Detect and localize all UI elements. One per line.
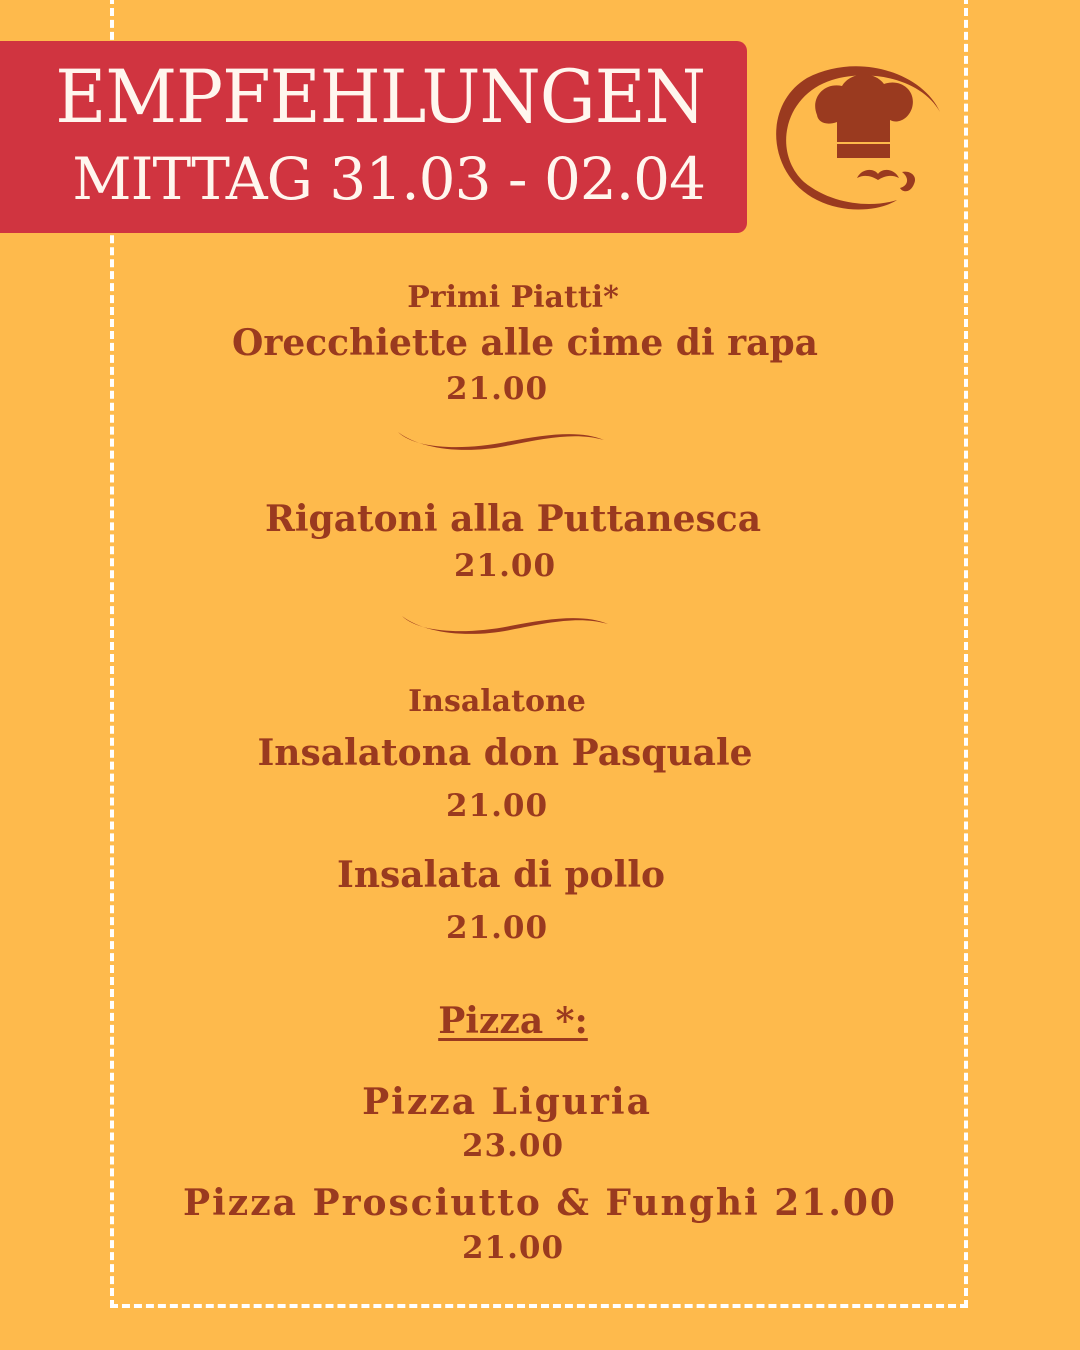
category-insalatone: Insalatone	[408, 684, 586, 719]
dish-name: Orecchiette alle cime di rapa	[232, 322, 818, 364]
dish-price: 21.00	[445, 371, 549, 407]
dish-name: Pizza Prosciutto & Funghi 21.00	[183, 1182, 897, 1224]
dish-price: 21.00	[453, 548, 557, 584]
decorative-divider	[400, 612, 610, 636]
menu-date-range: MITTAG 31.03 - 02.04	[72, 145, 705, 213]
dish-name: Pizza Liguria	[362, 1081, 652, 1123]
dish-price: 23.00	[461, 1128, 565, 1164]
dish-price: 21.00	[445, 788, 549, 824]
decorative-divider	[396, 428, 606, 452]
dish-name: Insalatona don Pasquale	[257, 732, 753, 774]
dish-name: Insalata di pollo	[336, 854, 666, 896]
dish-price: 21.00	[445, 910, 549, 946]
dish-name: Rigatoni alla Puttanesca	[264, 498, 762, 540]
category-primi-piatti: Primi Piatti*	[407, 280, 619, 315]
chef-hat-mustache-icon	[762, 60, 952, 212]
dish-price: 21.00	[461, 1230, 565, 1266]
menu-title: EMPFEHLUNGEN	[55, 53, 705, 141]
category-pizza: Pizza *:	[438, 1000, 588, 1042]
